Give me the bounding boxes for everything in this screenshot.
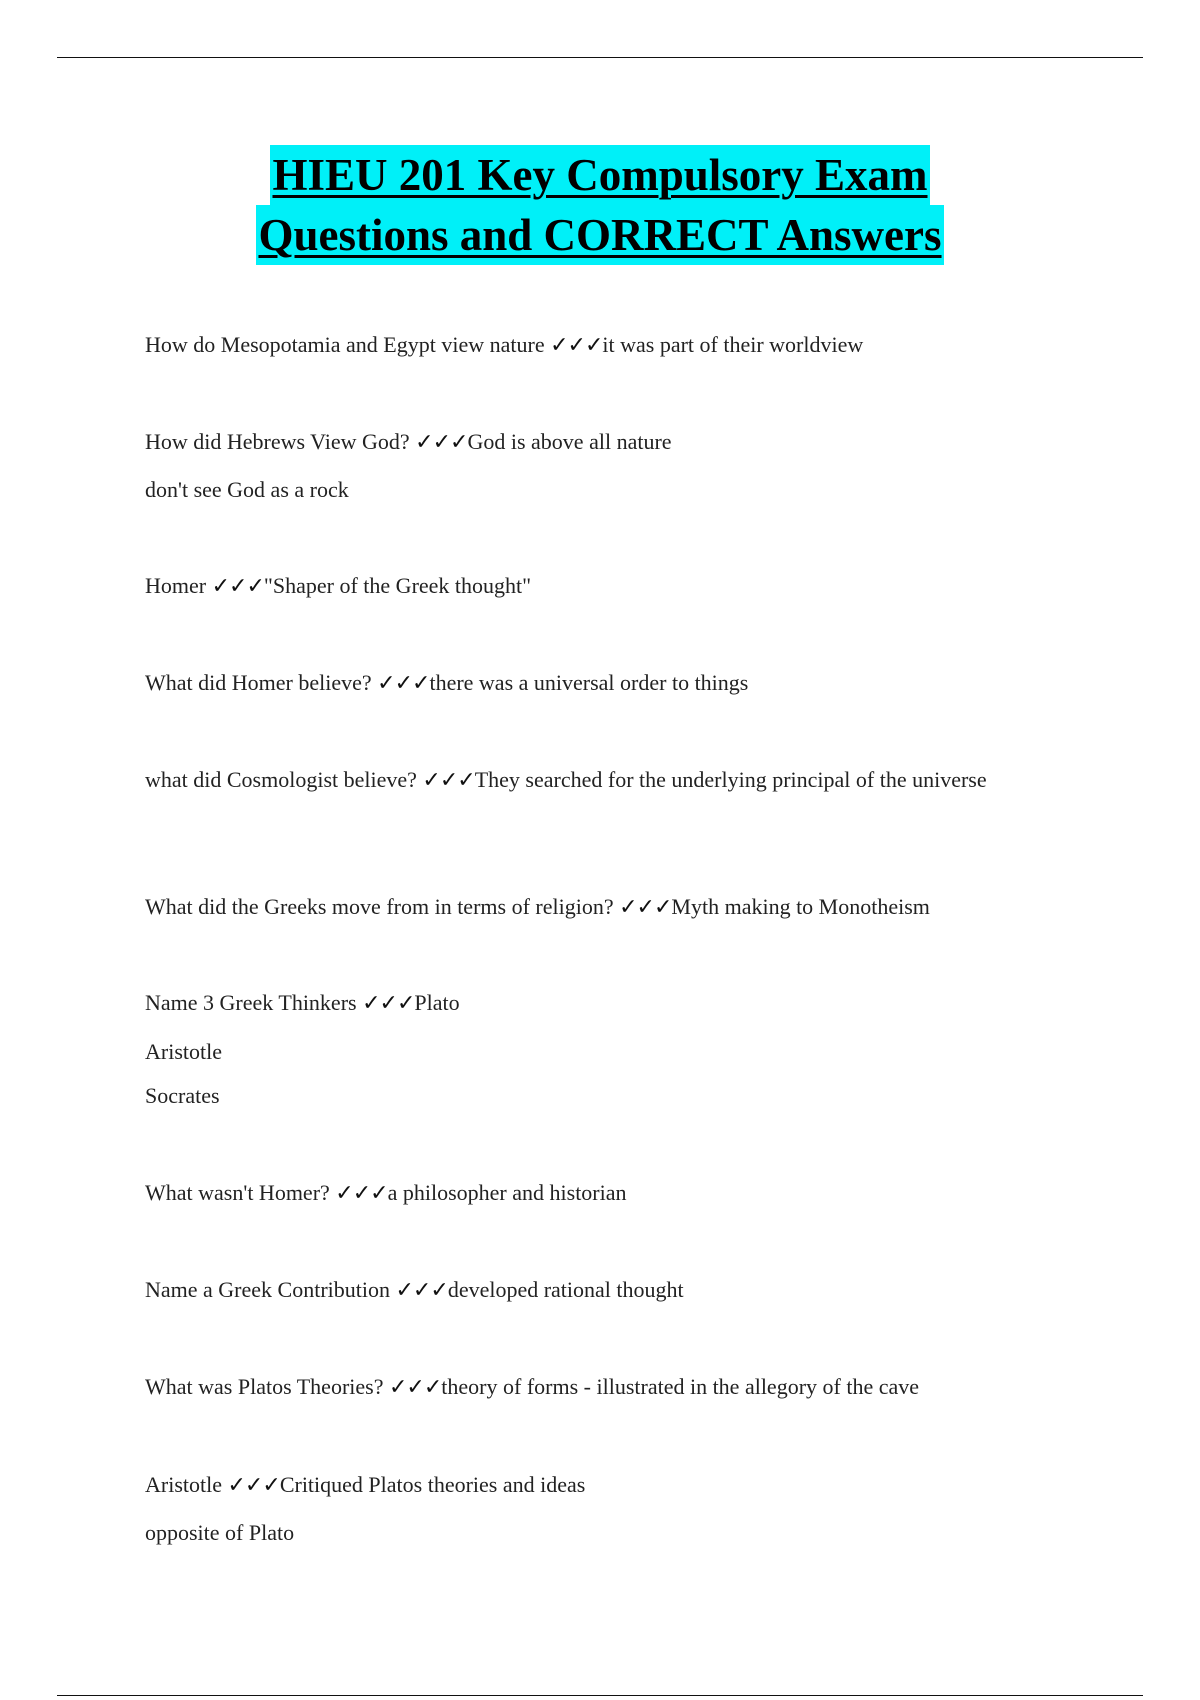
qa-line [145,892,1085,923]
question-text: Homer [145,573,212,598]
answer-continuation: Aristotle [145,1039,222,1064]
answer-continuation: Socrates [145,1083,220,1108]
answer-continuation: opposite of Plato [145,1520,295,1545]
qa-item [145,1372,1095,1403]
question-text: What did the Greeks move from in terms of religion? [145,894,620,919]
qa-line [145,571,1035,602]
qa-line [145,1275,1035,1306]
question-text: How do Mesopotamia and Egypt view nature [145,332,551,357]
answer-text: "Shaper of the Greek thought" [263,573,532,598]
question-text: What did Homer believe? [145,670,378,695]
question-text: what did Cosmologist believe? [145,767,423,792]
answer-text: They searched for the underlying principal of the universe [474,767,987,792]
title-line-1: HIEU 201 Key Compulsory Exam [270,145,929,205]
question-text: What was Platos Theories? [145,1374,389,1399]
top-rule [57,57,1143,58]
qa-item [145,988,1035,1111]
title-line-2: Questions and CORRECT Answers [256,205,943,265]
qa-line [145,668,1035,699]
check-marks: ✓✓✓ [415,430,468,455]
qa-line [145,1470,1035,1501]
qa-item [145,892,1085,923]
check-marks: ✓✓✓ [211,574,264,599]
qa-item [145,1470,1035,1548]
answer-text: there was a universal order to things [429,670,749,695]
qa-item [145,1275,1035,1306]
qa-item [145,1178,1035,1209]
answer-text: Myth making to Monotheism [671,894,930,919]
check-marks: ✓✓✓ [550,333,603,358]
qa-item [145,668,1035,699]
check-marks: ✓✓✓ [388,1375,442,1400]
page-title [0,145,1200,265]
check-marks: ✓✓✓ [619,895,672,920]
check-marks: ✓✓✓ [377,671,430,696]
check-marks: ✓✓✓ [395,1278,448,1303]
answer-text: theory of forms - illustrated in the allegory of the cave [441,1374,920,1399]
qa-item [145,330,1035,361]
qa-line [145,1372,1095,1403]
qa-line [145,1178,1035,1209]
question-text: Name 3 Greek Thinkers [145,990,363,1015]
check-marks: ✓✓✓ [422,768,475,793]
check-marks: ✓✓✓ [362,991,415,1016]
qa-line [145,988,1035,1019]
check-marks: ✓✓✓ [227,1473,280,1498]
question-text: Aristotle [145,1472,228,1497]
answer-text: Plato [414,990,460,1015]
qa-line [145,427,1035,458]
qa-item [145,765,1005,796]
qa-item [145,427,1035,505]
answer-continuation: don't see God as a rock [145,477,349,502]
check-marks: ✓✓✓ [335,1181,388,1206]
answer-text: it was part of their worldview [602,332,864,357]
question-text: Name a Greek Contribution [145,1277,396,1302]
answer-text: developed rational thought [447,1277,684,1302]
qa-line [145,330,1035,361]
qa-item [145,571,1035,602]
question-text: How did Hebrews View God? [145,429,416,454]
answer-text: a philosopher and historian [387,1180,627,1205]
bottom-rule [57,1695,1143,1696]
qa-line [145,765,1005,796]
answer-text: Critiqued Platos theories and ideas [279,1472,586,1497]
answer-text: God is above all nature [467,429,672,454]
question-text: What wasn't Homer? [145,1180,336,1205]
